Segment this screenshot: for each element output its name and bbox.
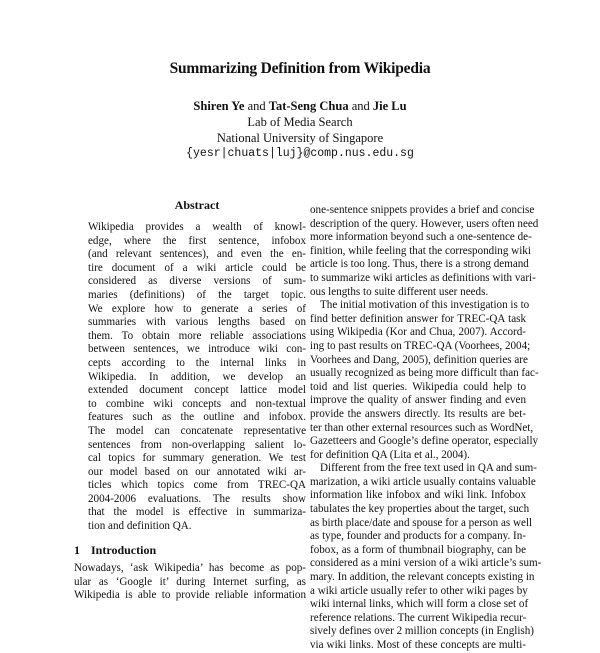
intro-line: Wikipedia is able to provide reliable information	[74, 589, 306, 602]
body-line: Gazetteers and Google’s define operator, especially	[310, 435, 539, 448]
abstract-line: them. To obtain more reliable associations	[88, 329, 306, 342]
body-line: ter than other external resources such as WordNet,	[310, 421, 534, 434]
body-line: fobox, as a form of thumbnail biography, can be	[310, 543, 526, 556]
body-line: a wiki article usually refer to other wiki pages by	[310, 584, 528, 597]
abstract-line: between sentences, we introduce wiki con-	[88, 343, 306, 356]
paragraph-3	[310, 462, 542, 652]
body-line: wiki internal links, which will form a close set of	[310, 598, 529, 611]
abstract-line: The model can concatenate representative	[88, 424, 306, 437]
right-column	[310, 204, 542, 653]
author-3: Jie Lu	[372, 99, 407, 113]
body-line: Different from the free text used in QA and sum-	[320, 462, 537, 475]
abstract-line: ticles which topics come from TREC-QA	[88, 479, 306, 492]
author-names	[0, 98, 600, 114]
body-line: using Wikipedia (Kor and Chua, 2007). Accord-	[310, 326, 526, 339]
abstract-line: summaries with various lengths based on	[88, 316, 306, 329]
body-line: to summarize wiki articles as definitions with vari-	[310, 271, 536, 284]
abstract-line: edge, where the first sentence, infobox	[88, 234, 306, 247]
abstract-line: Wikipedia. In addition, we develop an	[88, 370, 306, 383]
body-line: information like infobox and wiki link. Infobox	[310, 489, 526, 502]
abstract-line: considered as diverse versions of sum-	[88, 275, 306, 288]
body-line: ous lengths to suite different user needs.	[310, 285, 489, 298]
author-2: Tat-Seng Chua	[268, 99, 349, 113]
body-line: as birth place/date and spouse for a person as well	[310, 516, 533, 529]
abstract-line: We explore how to generate a series of	[88, 302, 306, 315]
body-line: marization, a wiki article usually contains valuable	[310, 475, 536, 488]
body-line: description of the query. However, users often need	[310, 217, 539, 230]
body-line: for definition QA (Lita et al., 2004).	[310, 448, 470, 461]
body-line: improve the quality of answer finding and even	[310, 394, 526, 407]
body-line: Voorhees and Dang, 2005), definition queries are	[310, 353, 528, 366]
abstract-line: features such as the outline and infobox.	[88, 411, 306, 424]
author-1: Shiren Ye	[193, 99, 245, 113]
paper-title: Summarizing Definition from Wikipedia	[169, 60, 431, 77]
abstract-line: cal topics for summary generation. We test	[88, 452, 306, 465]
body-line: via wiki links. Most of these concepts are multi-	[310, 639, 526, 651]
abstract-heading: Abstract	[174, 198, 220, 212]
body-line: article is too long. Thus, there is a strong demand	[310, 258, 529, 271]
abstract-line: maries (definitions) of the target topic.	[88, 288, 306, 301]
section-heading-introduction	[74, 543, 156, 558]
abstract-line: Wikipedia provides a wealth of knowl-	[88, 221, 306, 233]
body-line: considered as a mini version of a wiki article’s sum-	[310, 557, 542, 570]
abstract-line: (and relevant sentences), and even the en-	[88, 248, 306, 261]
body-line: usually recognized as being more difficult than fac-	[310, 367, 539, 380]
body-line: find better definition answer for TREC-QA task	[310, 312, 526, 325]
body-line: tabulates the key properties about the target, such	[310, 503, 530, 516]
body-line: one-sentence snippets provides a brief and concise	[310, 204, 535, 216]
author-email: {yesr|chuats|luj}@comp.nus.edu.sg	[186, 147, 414, 160]
affiliation-lab: Lab of Media Search	[247, 115, 353, 129]
author-conj-1: and	[244, 99, 269, 113]
body-line: more information beyond such a one-sentence de-	[310, 231, 532, 244]
author-conj-2: and	[348, 99, 373, 113]
body-line: toid and list queries. Wikipedia could help to	[310, 380, 526, 393]
intro-line: Nowadays, ‘ask Wikipedia’ has become as pop-	[74, 562, 306, 574]
body-line: The initial motivation of this investigation is to	[320, 299, 530, 312]
body-line: finition, while feeling that the corresponding wiki	[310, 244, 531, 257]
abstract-body	[88, 221, 306, 534]
abstract-line: our model based on our annotated wiki ar-	[88, 465, 306, 478]
abstract-line: to combine wiki concepts and non-textual	[88, 397, 306, 410]
body-line: reference relations. The current Wikipedia recur-	[310, 611, 527, 624]
abstract-line: 2004-2006 evaluations. The results show	[88, 492, 306, 505]
body-line: mary. In addition, the relevant concepts existing in	[310, 571, 535, 584]
introduction-body	[74, 562, 306, 603]
section-title: Introduction	[91, 543, 157, 557]
body-line: as type, founder and products for a company. In-	[310, 530, 526, 543]
abstract-line: tire document of a wiki article could be	[88, 261, 306, 274]
abstract-line: cepts according to the internal links in	[88, 356, 306, 369]
abstract-line: tion and definition QA.	[88, 520, 192, 533]
abstract-line: sentences from non-overlapping salient lo-	[88, 438, 306, 451]
paragraph-1	[310, 204, 539, 299]
paragraph-2	[310, 299, 539, 462]
affiliation-university: National University of Singapore	[216, 131, 384, 145]
body-line: provide the answers directly. Its results are bet-	[310, 407, 526, 420]
intro-line: ular as ‘Google it’ during Internet surfing, as	[74, 575, 306, 588]
abstract-line: extended document concept lattice model	[88, 384, 306, 397]
author-block	[0, 98, 600, 162]
body-line: ing to past results on TREC-QA (Voorhees, 2004;	[310, 339, 531, 352]
section-number: 1	[74, 543, 80, 557]
abstract-line: that the model is effective in summariza-	[88, 506, 306, 519]
body-line: sively defines over 2 million concepts (in English)	[310, 625, 534, 638]
